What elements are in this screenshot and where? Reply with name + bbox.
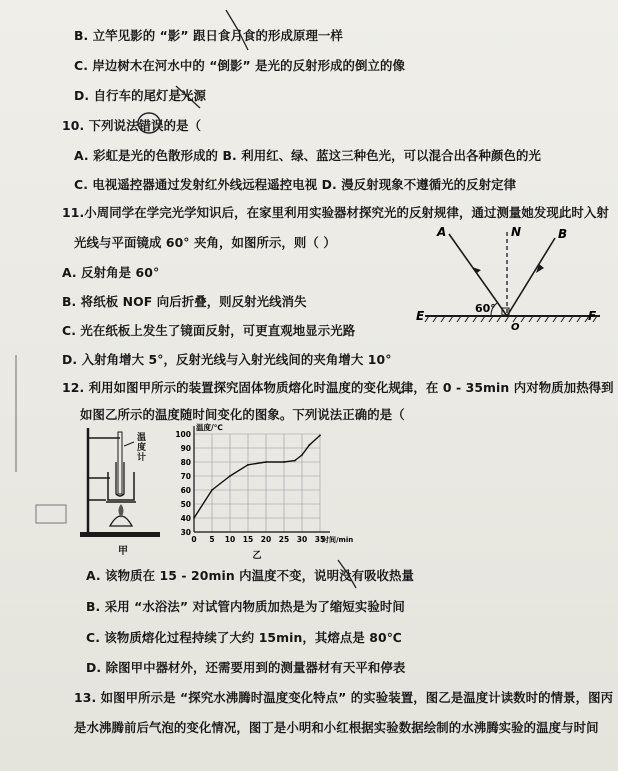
angle-label: 60° — [475, 302, 496, 315]
x-tick-label: 5 — [209, 535, 215, 544]
q9-option-b: B. 立竿见影的 “影” 跟日食月食的形成原理一样 — [74, 28, 343, 43]
q11-option-a: A. 反射角是 60° — [62, 265, 160, 280]
x-tick-label: 10 — [224, 535, 236, 544]
temperature-time-chart — [168, 420, 354, 562]
x-axis-label: 时间/min — [322, 536, 354, 544]
test-tube — [116, 462, 124, 496]
reflected-ray — [507, 238, 555, 316]
apparatus-caption: 甲 — [118, 546, 129, 557]
reflection-diagram — [415, 220, 605, 335]
x-tick-label: 20 — [260, 535, 272, 544]
q11-stem-line2: 光线与平面镜成 60° 夹角，如图所示，则（ ） — [74, 235, 336, 250]
q12-option-a: A. 该物质在 15 - 20min 内温度不变，说明没有吸收热量 — [86, 568, 415, 583]
q10-option-c-d: C. 电视遥控器通过发射红外线远程遥控电视 D. 漫反射现象不遵循光的反射定律 — [74, 177, 517, 192]
y-tick-label: 90 — [180, 444, 191, 453]
label-o: O — [511, 322, 520, 333]
reflected-arrow-icon — [536, 264, 544, 273]
data-point — [283, 461, 285, 463]
y-tick-label: 60 — [180, 486, 191, 495]
x-tick-label: 15 — [242, 535, 254, 544]
data-point — [193, 517, 195, 519]
x-tick-label: 30 — [296, 535, 308, 544]
q13-stem-line2: 是水沸腾前后气泡的变化情况，图丁是小明和小红根据实验数据绘制的水沸腾实验的温度与时间 — [74, 720, 599, 735]
y-tick-label: 30 — [180, 528, 191, 537]
label-f: F — [588, 309, 597, 323]
data-point — [211, 489, 213, 491]
q9-option-c: C. 岸边树木在河水中的 “倒影” 是光的反射形成的倒立的像 — [74, 58, 406, 73]
thermometer-pointer — [124, 442, 134, 446]
y-axis-label: 温度/℃ — [196, 423, 223, 432]
data-point — [265, 461, 267, 463]
q12-stem-line2: 如图乙所示的温度随时间变化的图象。下列说法正确的是（ — [80, 407, 405, 422]
q10-option-a-b: A. 彩虹是光的色散形成的 B. 利用红、绿、蓝这三种色光，可以混合出各种颜色的光 — [74, 148, 541, 163]
y-tick-label: 80 — [180, 458, 191, 467]
q12-stem-line1: 12. 利用如图甲所示的装置探究固体物质熔化时温度的变化规律，在 0 - 35min 内对物质加热得到 — [62, 380, 614, 395]
data-point — [308, 444, 310, 446]
q13-stem-line1: 13. 如图甲所示是 “探究水沸腾时温度变化特点” 的实验装置，图乙是温度计读数时的情景，图丙 — [74, 690, 614, 705]
x-tick-label: 0 — [191, 535, 197, 544]
data-point — [301, 454, 303, 456]
stand-base — [80, 532, 160, 537]
data-point — [247, 464, 249, 466]
x-tick-label: 35 — [314, 535, 326, 544]
data-point — [319, 435, 321, 437]
incident-arrow-icon — [472, 267, 481, 273]
thermometer-label: 温度计 — [137, 433, 147, 463]
q12-option-b: B. 采用 “水浴法” 对试管内物质加热是为了缩短实验时间 — [86, 599, 405, 614]
heating-apparatus-diagram — [76, 422, 168, 552]
q11-option-c: C. 光在纸板上发生了镜面反射，可更直观地显示光路 — [62, 323, 356, 338]
y-tick-label: 50 — [180, 500, 191, 509]
q10-stem: 10. 下列说法错误的是（ — [62, 118, 202, 133]
chart-caption: 乙 — [252, 551, 262, 561]
label-b: B — [558, 227, 568, 241]
q11-stem-line1: 11.小周同学在学完光学知识后，在家里利用实验器材探究光的反射规律，通过测量她发现此时入射 — [62, 205, 609, 220]
y-tick-label: 70 — [180, 472, 191, 481]
x-tick-label: 25 — [278, 535, 290, 544]
q12-option-d: D. 除图甲中器材外，还需要用到的测量器材有天平和停表 — [86, 660, 406, 675]
y-tick-label: 100 — [175, 430, 191, 439]
label-a: A — [437, 225, 447, 239]
data-point — [229, 475, 231, 477]
q12-option-c: C. 该物质熔化过程持续了大约 15min，其熔点是 80℃ — [86, 630, 402, 645]
y-tick-label: 40 — [180, 514, 191, 523]
data-point — [294, 460, 296, 462]
q11-option-d: D. 入射角增大 5°，反射光线与入射光线间的夹角增大 10° — [62, 352, 392, 367]
label-e: E — [416, 309, 425, 323]
q9-option-d: D. 自行车的尾灯是光源 — [74, 88, 207, 103]
q11-option-b: B. 将纸板 NOF 向后折叠，则反射光线消失 — [62, 294, 307, 309]
thermometer — [118, 432, 122, 494]
label-n: N — [511, 225, 522, 239]
margin-box — [36, 505, 66, 523]
